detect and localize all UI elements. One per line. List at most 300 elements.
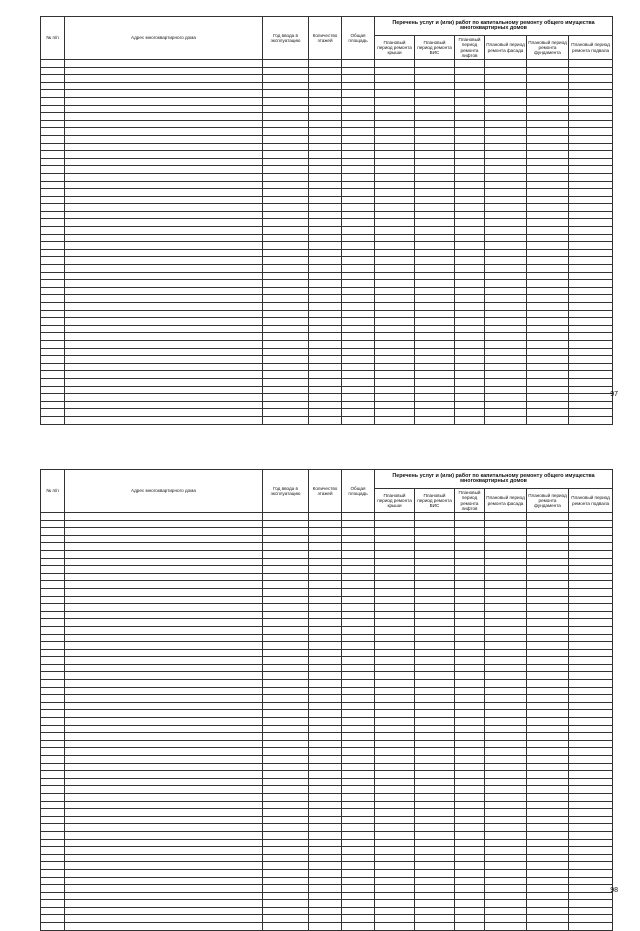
- table-cell: [415, 67, 455, 75]
- table-cell: [527, 680, 569, 688]
- table-cell: [455, 181, 485, 189]
- table-cell: [527, 242, 569, 250]
- table-row: [41, 60, 613, 68]
- table-cell: [569, 672, 613, 680]
- table-cell: [375, 680, 415, 688]
- table-cell: [65, 318, 263, 326]
- table-cell: [41, 219, 65, 227]
- table-cell: [263, 166, 309, 174]
- header-num: № п/п: [41, 470, 65, 513]
- table-cell: [415, 90, 455, 98]
- table-cell: [485, 763, 527, 771]
- table-cell: [415, 611, 455, 619]
- table-cell: [342, 242, 375, 250]
- table-cell: [569, 778, 613, 786]
- table-cell: [415, 128, 455, 136]
- table-cell: [342, 318, 375, 326]
- table-cell: [41, 831, 65, 839]
- table-cell: [263, 75, 309, 83]
- table-cell: [65, 710, 263, 718]
- table-cell: [569, 97, 613, 105]
- table-cell: [485, 892, 527, 900]
- table-body: [41, 60, 613, 425]
- table-cell: [569, 793, 613, 801]
- table-cell: [527, 143, 569, 151]
- table-cell: [569, 771, 613, 779]
- table-cell: [527, 348, 569, 356]
- table-cell: [65, 816, 263, 824]
- table-cell: [41, 907, 65, 915]
- table-cell: [342, 550, 375, 558]
- table-cell: [485, 664, 527, 672]
- table-cell: [309, 588, 342, 596]
- table-cell: [309, 657, 342, 665]
- table-cell: [569, 809, 613, 817]
- table-cell: [41, 900, 65, 908]
- table-cell: [65, 869, 263, 877]
- table-cell: [569, 280, 613, 288]
- table-cell: [569, 265, 613, 273]
- table-cell: [65, 363, 263, 371]
- table-cell: [309, 394, 342, 402]
- table-cell: [309, 166, 342, 174]
- table-cell: [415, 687, 455, 695]
- table-cell: [65, 113, 263, 121]
- table-cell: [263, 318, 309, 326]
- table-cell: [527, 128, 569, 136]
- table-cell: [263, 211, 309, 219]
- table-cell: [375, 809, 415, 817]
- table-cell: [485, 573, 527, 581]
- table-row: [41, 318, 613, 326]
- table-cell: [485, 687, 527, 695]
- table-cell: [309, 763, 342, 771]
- table-cell: [455, 173, 485, 181]
- table-cell: [485, 634, 527, 642]
- table-cell: [415, 82, 455, 90]
- table-cell: [342, 566, 375, 574]
- table-cell: [263, 143, 309, 151]
- table-row: [41, 128, 613, 136]
- table-row: [41, 847, 613, 855]
- table-cell: [485, 680, 527, 688]
- table-cell: [309, 105, 342, 113]
- table-cell: [485, 839, 527, 847]
- table-row: [41, 371, 613, 379]
- table-cell: [375, 249, 415, 257]
- table-row: [41, 113, 613, 121]
- table-row: [41, 573, 613, 581]
- table-cell: [415, 763, 455, 771]
- table-cell: [415, 513, 455, 521]
- table-cell: [309, 809, 342, 817]
- table-cell: [485, 60, 527, 68]
- table-cell: [263, 90, 309, 98]
- table-cell: [455, 303, 485, 311]
- table-cell: [41, 763, 65, 771]
- table-cell: [263, 900, 309, 908]
- table-cell: [527, 619, 569, 627]
- table-cell: [375, 778, 415, 786]
- table-cell: [41, 702, 65, 710]
- table-cell: [342, 756, 375, 764]
- table-row: [41, 680, 613, 688]
- table-cell: [527, 249, 569, 257]
- table-cell: [263, 710, 309, 718]
- table-cell: [309, 900, 342, 908]
- table-cell: [342, 265, 375, 273]
- table-cell: [375, 543, 415, 551]
- table-cell: [569, 831, 613, 839]
- table-cell: [41, 265, 65, 273]
- table-cell: [263, 234, 309, 242]
- header-basement: Плановый период ремонта подвала: [569, 36, 613, 60]
- table-cell: [527, 318, 569, 326]
- table-cell: [375, 756, 415, 764]
- table-cell: [342, 611, 375, 619]
- table-cell: [309, 923, 342, 931]
- table-row: [41, 204, 613, 212]
- table-cell: [455, 128, 485, 136]
- table-cell: [65, 310, 263, 318]
- table-row: [41, 733, 613, 741]
- table-cell: [415, 626, 455, 634]
- table-cell: [569, 839, 613, 847]
- table-cell: [527, 695, 569, 703]
- table-cell: [65, 143, 263, 151]
- table-cell: [65, 196, 263, 204]
- table-cell: [263, 725, 309, 733]
- table-cell: [455, 718, 485, 726]
- table-cell: [375, 528, 415, 536]
- table-cell: [375, 348, 415, 356]
- table-cell: [41, 869, 65, 877]
- table-cell: [41, 664, 65, 672]
- table-cell: [342, 257, 375, 265]
- table-cell: [375, 105, 415, 113]
- table-cell: [65, 824, 263, 832]
- table-cell: [263, 862, 309, 870]
- table-cell: [41, 90, 65, 98]
- table-cell: [485, 242, 527, 250]
- table-cell: [485, 386, 527, 394]
- table-cell: [527, 356, 569, 364]
- table-cell: [485, 581, 527, 589]
- table-cell: [455, 664, 485, 672]
- table-cell: [41, 158, 65, 166]
- table-cell: [527, 847, 569, 855]
- table-row: [41, 234, 613, 242]
- table-cell: [41, 566, 65, 574]
- table-cell: [375, 915, 415, 923]
- table-cell: [527, 272, 569, 280]
- table-cell: [455, 809, 485, 817]
- table-cell: [455, 189, 485, 197]
- table-cell: [527, 204, 569, 212]
- table-cell: [309, 520, 342, 528]
- table-row: [41, 695, 613, 703]
- table-cell: [569, 733, 613, 741]
- table-cell: [342, 733, 375, 741]
- table-cell: [41, 287, 65, 295]
- table-cell: [527, 196, 569, 204]
- table-cell: [375, 287, 415, 295]
- table-cell: [527, 67, 569, 75]
- table-cell: [41, 128, 65, 136]
- table-cell: [527, 386, 569, 394]
- table-cell: [375, 923, 415, 931]
- table-cell: [375, 748, 415, 756]
- table-cell: [309, 528, 342, 536]
- table-cell: [415, 604, 455, 612]
- table-cell: [263, 363, 309, 371]
- table-cell: [263, 120, 309, 128]
- table-cell: [569, 181, 613, 189]
- table-cell: [375, 196, 415, 204]
- table-cell: [415, 740, 455, 748]
- header-year: Год ввода в эксплуатацию: [263, 470, 309, 513]
- table-cell: [527, 558, 569, 566]
- table-cell: [569, 801, 613, 809]
- table-cell: [527, 189, 569, 197]
- table-cell: [415, 219, 455, 227]
- table-cell: [309, 869, 342, 877]
- table-cell: [455, 558, 485, 566]
- table-cell: [415, 113, 455, 121]
- table-cell: [415, 558, 455, 566]
- table-cell: [309, 90, 342, 98]
- table-cell: [569, 915, 613, 923]
- table-cell: [375, 75, 415, 83]
- table-cell: [569, 816, 613, 824]
- table-cell: [455, 581, 485, 589]
- table-cell: [485, 923, 527, 931]
- table-cell: [263, 204, 309, 212]
- table-cell: [263, 702, 309, 710]
- table-cell: [569, 573, 613, 581]
- table-cell: [263, 763, 309, 771]
- table-row: [41, 181, 613, 189]
- table-cell: [309, 740, 342, 748]
- table-cell: [375, 303, 415, 311]
- table-cell: [342, 740, 375, 748]
- table-cell: [415, 907, 455, 915]
- table-row: [41, 151, 613, 159]
- table-cell: [41, 416, 65, 424]
- table-cell: [569, 854, 613, 862]
- table-cell: [342, 626, 375, 634]
- table-cell: [485, 907, 527, 915]
- table-cell: [41, 363, 65, 371]
- header-vis: Плановый период ремонта ВИС: [415, 489, 455, 513]
- table-cell: [263, 831, 309, 839]
- table-cell: [375, 702, 415, 710]
- table-cell: [342, 211, 375, 219]
- table-cell: [485, 725, 527, 733]
- table-cell: [455, 416, 485, 424]
- table-cell: [263, 588, 309, 596]
- table-cell: [415, 725, 455, 733]
- table-cell: [455, 196, 485, 204]
- table-cell: [41, 295, 65, 303]
- table-cell: [65, 340, 263, 348]
- table-cell: [569, 596, 613, 604]
- table-cell: [263, 626, 309, 634]
- table-cell: [415, 409, 455, 417]
- table-cell: [455, 409, 485, 417]
- header-foundation: Плановый период ремонта фундамента: [527, 36, 569, 60]
- table-cell: [375, 566, 415, 574]
- table-cell: [569, 900, 613, 908]
- header-num: № п/п: [41, 17, 65, 60]
- table-cell: [342, 642, 375, 650]
- table-cell: [485, 611, 527, 619]
- table-cell: [342, 588, 375, 596]
- table-cell: [485, 528, 527, 536]
- table-cell: [41, 520, 65, 528]
- table-cell: [65, 558, 263, 566]
- table-cell: [569, 642, 613, 650]
- table-cell: [342, 333, 375, 341]
- table-cell: [527, 740, 569, 748]
- table-cell: [41, 371, 65, 379]
- table-cell: [309, 513, 342, 521]
- table-cell: [485, 596, 527, 604]
- table-cell: [342, 877, 375, 885]
- table-row: [41, 67, 613, 75]
- table-cell: [263, 520, 309, 528]
- table-cell: [569, 219, 613, 227]
- table-cell: [263, 756, 309, 764]
- table-cell: [569, 272, 613, 280]
- table-cell: [65, 204, 263, 212]
- table-cell: [485, 862, 527, 870]
- table-cell: [41, 809, 65, 817]
- table-cell: [41, 386, 65, 394]
- table-cell: [65, 151, 263, 159]
- table-cell: [375, 128, 415, 136]
- table-cell: [41, 839, 65, 847]
- table-cell: [569, 528, 613, 536]
- table-cell: [375, 854, 415, 862]
- table-cell: [309, 543, 342, 551]
- table-cell: [415, 588, 455, 596]
- table-cell: [455, 710, 485, 718]
- table-cell: [375, 771, 415, 779]
- table-cell: [455, 113, 485, 121]
- table-cell: [309, 687, 342, 695]
- table-row: [41, 778, 613, 786]
- table-cell: [342, 356, 375, 364]
- table-cell: [309, 318, 342, 326]
- table-cell: [455, 771, 485, 779]
- table-cell: [41, 718, 65, 726]
- table-cell: [65, 847, 263, 855]
- table-cell: [65, 588, 263, 596]
- table-cell: [569, 371, 613, 379]
- table-cell: [41, 378, 65, 386]
- table-cell: [375, 257, 415, 265]
- table-cell: [415, 710, 455, 718]
- table-cell: [342, 227, 375, 235]
- table-cell: [569, 310, 613, 318]
- table-cell: [65, 166, 263, 174]
- table-cell: [41, 733, 65, 741]
- table-cell: [41, 340, 65, 348]
- table-cell: [415, 733, 455, 741]
- table-cell: [569, 401, 613, 409]
- table-cell: [65, 680, 263, 688]
- table-cell: [485, 394, 527, 402]
- table-cell: [485, 280, 527, 288]
- table-cell: [569, 120, 613, 128]
- header-basement: Плановый период ремонта подвала: [569, 489, 613, 513]
- table-cell: [527, 725, 569, 733]
- page-table-container: [40, 16, 612, 425]
- table-cell: [65, 672, 263, 680]
- table-cell: [415, 227, 455, 235]
- table-cell: [455, 900, 485, 908]
- table-cell: [41, 604, 65, 612]
- table-cell: [375, 581, 415, 589]
- table-cell: [65, 211, 263, 219]
- table-cell: [65, 242, 263, 250]
- table-cell: [569, 257, 613, 265]
- table-cell: [455, 67, 485, 75]
- table-cell: [41, 318, 65, 326]
- table-row: [41, 801, 613, 809]
- table-cell: [375, 649, 415, 657]
- table-cell: [309, 189, 342, 197]
- table-cell: [65, 528, 263, 536]
- table-row: [41, 740, 613, 748]
- table-cell: [375, 513, 415, 521]
- table-cell: [569, 520, 613, 528]
- table-cell: [263, 287, 309, 295]
- table-cell: [263, 189, 309, 197]
- table-cell: [309, 672, 342, 680]
- table-cell: [41, 173, 65, 181]
- table-cell: [485, 756, 527, 764]
- table-cell: [342, 287, 375, 295]
- table-cell: [263, 378, 309, 386]
- table-cell: [375, 363, 415, 371]
- table-cell: [342, 135, 375, 143]
- table-cell: [309, 363, 342, 371]
- table-cell: [342, 907, 375, 915]
- table-cell: [342, 181, 375, 189]
- table-cell: [455, 265, 485, 273]
- table-cell: [485, 227, 527, 235]
- table-cell: [65, 801, 263, 809]
- table-row: [41, 923, 613, 931]
- table-cell: [375, 113, 415, 121]
- table-cell: [65, 158, 263, 166]
- table-cell: [342, 67, 375, 75]
- table-cell: [375, 181, 415, 189]
- table-cell: [415, 831, 455, 839]
- table-cell: [415, 619, 455, 627]
- table-cell: [375, 416, 415, 424]
- table-cell: [569, 363, 613, 371]
- table-cell: [569, 90, 613, 98]
- table-row: [41, 333, 613, 341]
- table-cell: [375, 725, 415, 733]
- table-cell: [375, 265, 415, 273]
- table-cell: [485, 550, 527, 558]
- table-cell: [569, 543, 613, 551]
- table-cell: [527, 234, 569, 242]
